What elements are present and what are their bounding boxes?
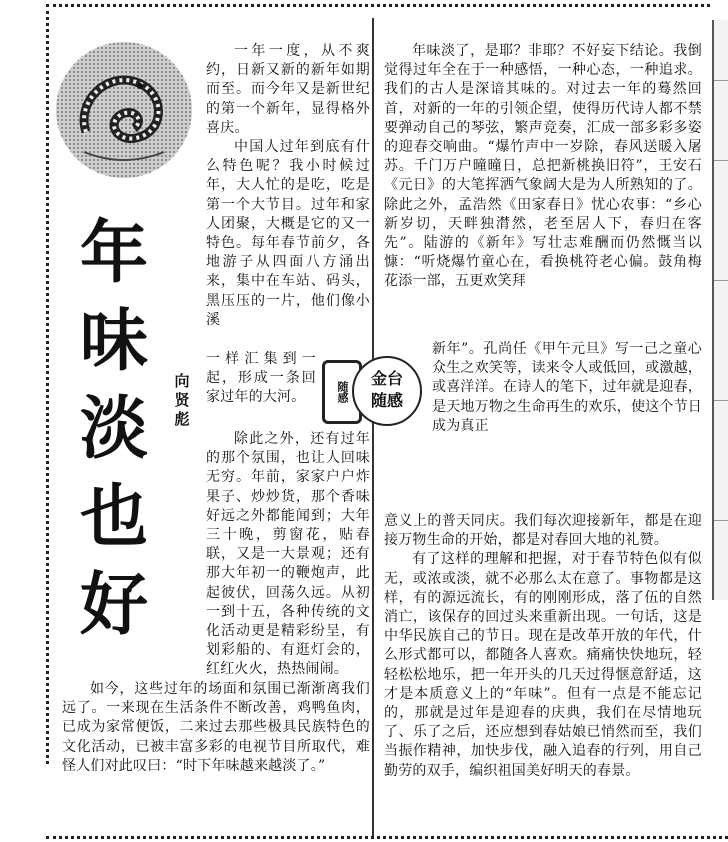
author-byline (170, 372, 194, 429)
title-char: 好 (79, 566, 148, 645)
paragraph: 如今，这些过年的场面和氛围已渐渐离我们远了。一来现在生活条件不断改善，鸡鸭鱼肉，已成为家常便饭，二来过去那些极具民族特色的文化活动，已被丰富多彩的电视节目所取代，难怪人们对此叹曰：“时下年味越来越淡了。” (62, 681, 370, 774)
seal-stamp: 随感 (322, 360, 362, 424)
left-dotted-border (46, 4, 49, 764)
author-char: 向 (174, 372, 190, 390)
top-dotted-border (46, 4, 710, 19)
paragraph: 一年一度，从不爽约，日新又新的新年如期而至。而今年又是新世纪的第一个新年，显得格外喜庆。 (206, 43, 370, 136)
body-right-top (384, 42, 702, 292)
body-left-wrap (206, 350, 316, 408)
body-right-low (384, 512, 702, 781)
paragraph: 意义上的普天同庆。我们每次迎接新年，都是在迎接万物生命的开始，都是对春回大地的礼赞。 (384, 513, 702, 549)
badge-line: 随感 (370, 391, 403, 410)
adjacent-page-edge (712, 20, 728, 600)
paragraph: 有了这样的理解和把握，对于春节特色似有似无，或浓或淡，就不必那么太在意了。事物都是这样，有的源远流长，有的刚刚形成，落了伍的自然消亡，该保存的回过头来重新出现。一句话，这是中华民族自己的节日。现在是改革开放的年代，什么形式都可以，都随各人喜欢。痛痛快快地玩，轻轻松松地乐，把一年开头的几天过得惬意舒适，这才是本质意义上的“年味”。但有一点是不能忘记的，那就是过年是迎春的庆典，我们在尽情地玩了、乐了之后，还应想到春姑娘已悄然而至，我们当振作精神，加快步伐，融入追春的行列，用自己勤劳的双手，编织祖国美好明天的春景。 (384, 551, 702, 779)
title-char: 味 (79, 302, 148, 381)
badge-line: 金台 (370, 369, 403, 388)
author-char: 贤 (174, 391, 190, 409)
paragraph: 中国人过年到底有什么特色呢？我小时候过年，大人忙的是吃，吃是第一个大节目。过年和家人团聚，大概是它的又一特色。每年春节前夕，各地游子从四面八方涌出来，集中在车站、码头，黑压压的一片，他们像小溪 (206, 139, 370, 328)
article-title (66, 210, 162, 650)
body-left-low (206, 430, 370, 680)
body-right-wrap (432, 340, 702, 436)
title-char: 淡 (79, 390, 148, 469)
title-char: 年 (79, 214, 148, 293)
bottom-dotted-border (46, 836, 728, 839)
column-name-bubble (352, 356, 422, 426)
paragraph: 除此之外，还有过年的那个氛围，也让人回味无穷。年前，家家户户炸果子、炒炒货，那个香味好远之外都能闻到；大年三十晚，剪窗花，贴春联，又是一大景观；还有那大年初一的鞭炮声，此起彼伏，回荡久远。从初一到十五，各种传统的文化活动更是精彩纷呈，有划彩船的、有逛灯会的，红红火火，热热闹闹。 (206, 431, 370, 678)
author-char: 彪 (174, 410, 190, 428)
title-char: 也 (79, 478, 148, 557)
paragraph: 新年”。孔尚任《甲午元旦》写一己之童心众生之欢笑等，读来令人或低回，或激越，或喜洋洋。在诗人的笔下，过年就是迎春，是天地万物之生命再生的欢乐，使这个节日成为真正 (432, 341, 702, 434)
body-left-bottom (62, 680, 370, 776)
column-badge (322, 352, 426, 432)
snake-illustration (56, 42, 192, 178)
paragraph: 年味淡了，是耶？非耶？不好妄下结论。我倒觉得过年全在于一种感悟，一种心态，一种追求。我们的古人是深谙其味的。对过去一年的蓦然回首，对新的一年的引领企望，使得历代诗人都不禁要弹动自己的琴弦，繁声竞奏，汇成一部多彩多姿的迎春交响曲。“爆竹声中一岁除，春风送暖入屠苏。千门万户曈曈日，总把新桃换旧符”，王安石《元日》的大笔挥洒气象阔大是为人所熟知的了。除此之外，孟浩然《田家春日》忧心农事：“乡心新岁切，天畔独潸然，老至居人下，春归在客先”。陆游的《新年》写壮志难酬而仍然慨当以慷：“听烧爆竹童心在，看换桃符老心偏。鼓角梅花添一部，五更欢笑拜 (384, 43, 702, 290)
body-left-top (206, 42, 370, 330)
paragraph: 一样汇集到一起，形成一条回家过年的大河。 (206, 351, 316, 406)
